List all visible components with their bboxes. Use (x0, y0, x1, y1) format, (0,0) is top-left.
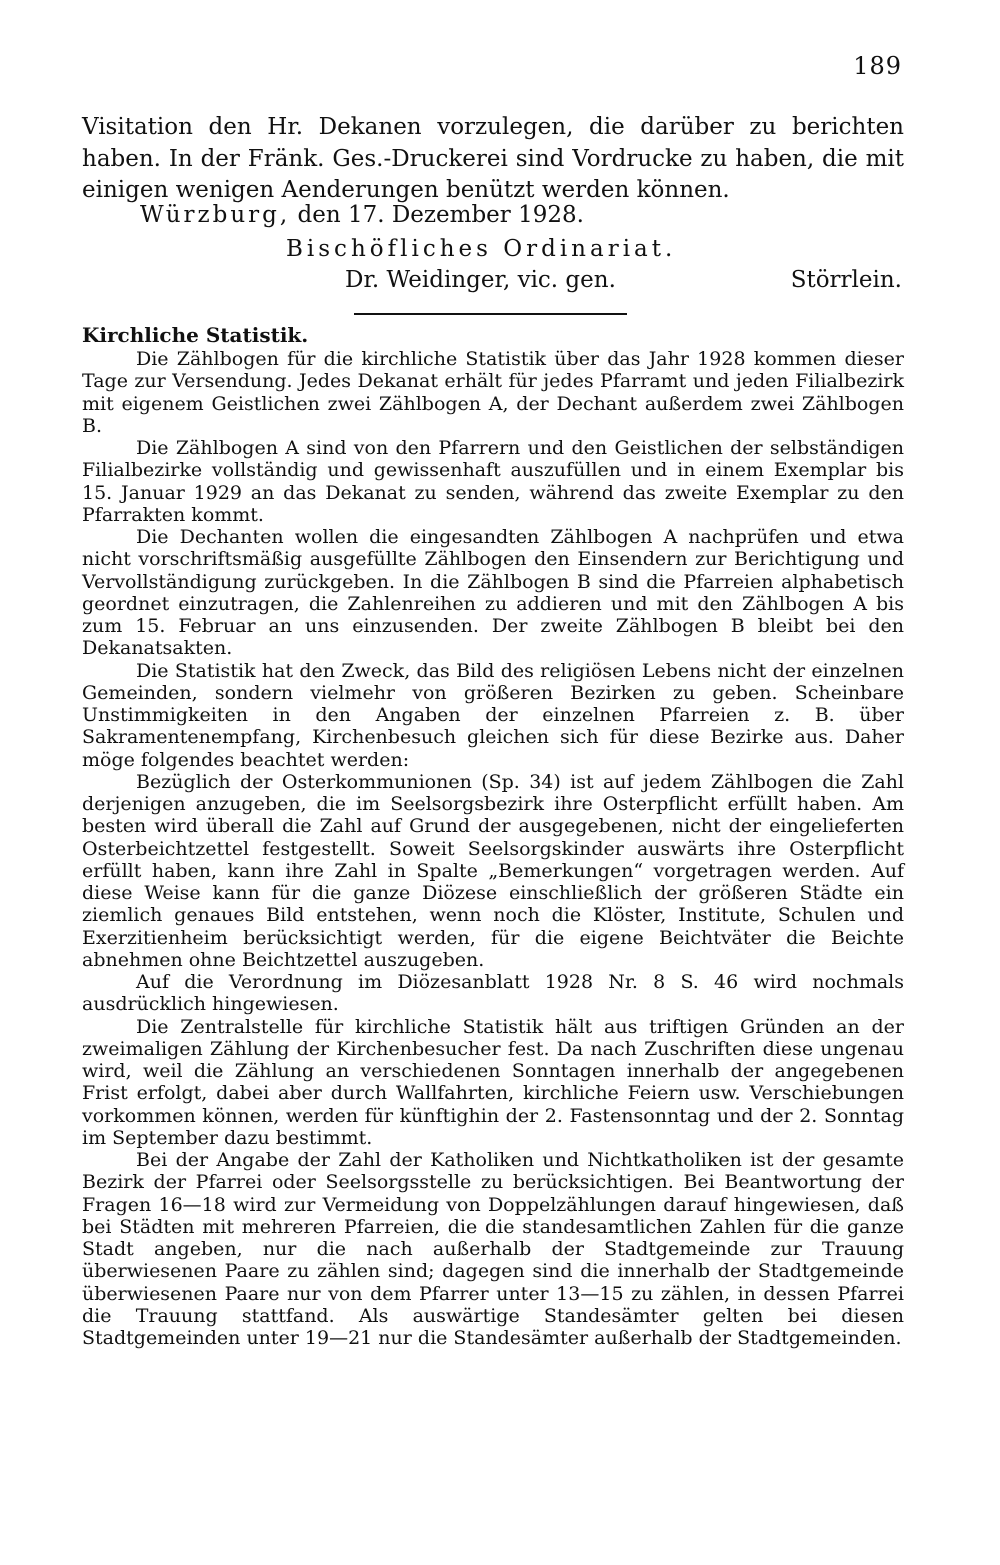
paragraph-1: Die Zählbogen für die kirchliche Statistik über das Jahr 1928 kommen dieser Tage zur Versendung. Jedes Dekanat erhält für jedes Pfarramt und jeden Filialbezirk mit eigenem Geistlichen zwei Zählbogen A, der Dechant außerdem zwei Zählbogen B. (82, 348, 904, 437)
signature-right: Störrlein. (790, 267, 902, 293)
paragraph-7: Die Zentralstelle für kirchliche Statistik hält aus triftigen Gründen an der zweimaligen Zählung der Kirchenbesucher fest. Da nach Zuschriften diese ungenau wird, weil die Zählung an verschiedenen Sonntagen innerhalb der angegebenen Frist erfolgt, dabei aber durch Wallfahrten, kirchliche Feiern usw. Verschiebungen vorkommen können, werden für künftighin der 2. Fastensonntag und der 2. Sonntag im September dazu bestimmt. (82, 1015, 904, 1149)
paragraph-5: Bezüglich der Osterkommunionen (Sp. 34) ist auf jedem Zählbogen die Zahl derjenigen anzugeben, die im Seelsorgsbezirk ihre Osterpflicht erfüllt haben. Am besten wird überall die Zahl auf Grund der ausgegebenen, nicht der eingelieferten Osterbeichtzettel festgestellt. Soweit Seelsorgskinder auswärts ihre Osterpflicht erfüllt haben, kann ihre Zahl in Spalte „Bemerkungen“ vorgetragen werden. Auf diese Weise kann für die ganze Diözese einschließlich der größeren Städte ein ziemlich genaues Bild entstehen, wenn noch die Klöster, Institute, Schulen und Exerzitienheim berücksichtigt werden, für die eigene Beichtväter die Beichte abnehmen ohne Beichtzettel auszugeben. (82, 770, 904, 971)
paragraph-4: Die Statistik hat den Zweck, das Bild des religiösen Lebens nicht der einzelnen Gemeinden, sondern vielmehr von größeren Bezirken zu geben. Scheinbare Unstimmigkeiten in den Angaben der einzelnen Pfarreien z. B. über Sakramentenempfang, Kirchenbesuch gleichen sich für diese Bezirke aus. Daher möge folgendes beachtet werden: (82, 659, 904, 771)
paragraph-6: Auf die Verordnung im Diözesanblatt 1928 Nr. 8 S. 46 wird nochmals ausdrücklich hingewiesen. (82, 971, 904, 1016)
paragraph-2: Die Zählbogen A sind von den Pfarrern und den Geistlichen der selbständigen Filialbezirke vollständig und gewissenhaft auszufüllen und in einem Exemplar bis 15. Januar 1929 an das Dekanat zu senden, während das zweite Exemplar zu den Pfarrakten kommt. (82, 437, 904, 526)
intro-paragraph: Visitation den Hr. Dekanen vorzulegen, die darüber zu berichten haben. In der Fränk. Ges.-Druckerei sind Vordrucke zu haben, die mit einigen wenigen Aenderungen benützt werden können. (82, 114, 904, 203)
date-rest: den 17. Dezember 1928. (290, 202, 584, 228)
section-body (82, 348, 904, 1349)
signature-left: Dr. Weidinger, vic. gen. (345, 267, 616, 293)
section-divider (354, 313, 627, 315)
date-place: Würzburg, (140, 202, 291, 228)
date-line (140, 202, 584, 228)
page-number: 189 (853, 52, 902, 80)
section-heading: Kirchliche Statistik. (82, 323, 309, 347)
paragraph-8: Bei der Angabe der Zahl der Katholiken und Nichtkatholiken ist der gesamte Bezirk der Pfarrei oder Seelsorgsstelle zu berücksichtigen. Bei Beantwortung der Fragen 16—18 wird zur Vermeidung von Doppelzählungen darauf hingewiesen, daß bei Städten mit mehreren Pfarreien, die die standesamtlichen Zahlen für die ganze Stadt angeben, nur die nach außerhalb der Stadtgemeinde zur Trauung überwiesenen Paare zu zählen sind; dagegen sind die innerhalb der Stadtgemeinde überwiesenen Paare nur von dem Pfarrer unter 13—15 zu zählen, in dessen Pfarrei die Trauung stattfand. Als auswärtige Standesämter gelten bei diesen Stadtgemeinden unter 19—21 nur die Standesämter außerhalb der Stadtgemeinden. (82, 1149, 904, 1349)
paragraph-3: Die Dechanten wollen die eingesandten Zählbogen A nachprüfen und etwa nicht vorschriftsmäßig ausgefüllte Zählbogen den Einsendern zur Berichtigung und Vervollständigung zurückgeben. In die Zählbogen B sind die Pfarreien alphabetisch geordnet einzutragen, die Zahlenreihen zu addieren und mit den Zählbogen A bis zum 15. Februar an uns einzusenden. Der zweite Zählbogen B bleibt bei den Dekanatsakten. (82, 526, 904, 660)
ordinariat-line: Bischöfliches Ordinariat. (286, 236, 677, 262)
